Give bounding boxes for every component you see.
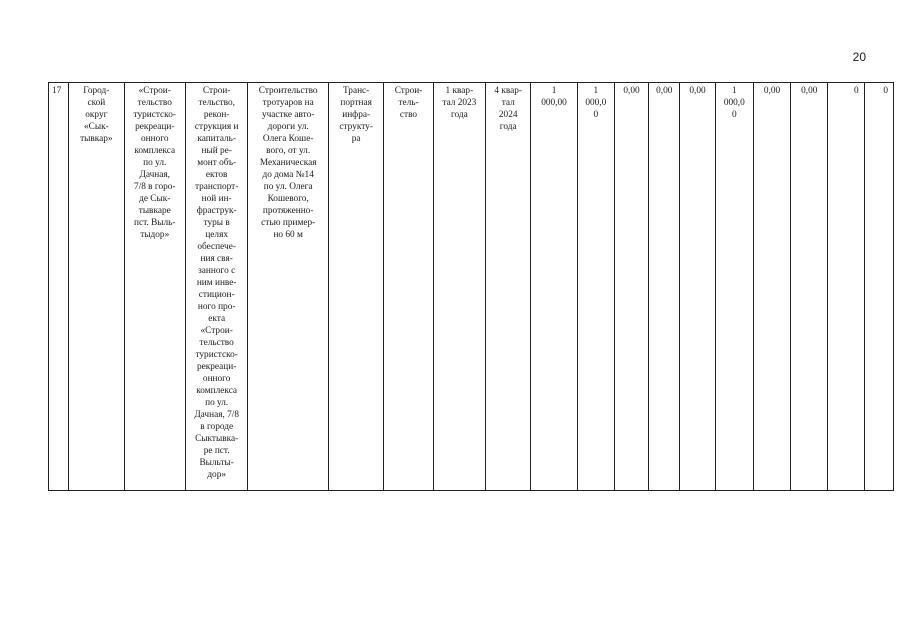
measure-goal-cell: Строи- тельство, рекон- струкция и капиталь- ный ре- монт объ- ектов транспорт- ной ин- фраструк- туры в целях обеспече- ния свя- занного с ним инве- стицион- ного про- екта «Строи- тельство туристско- рекреаци- онного комплекса по ул. Дачная, 7/8 в городе Сыктывка- ре пст. Выльты- дор»	[185, 83, 247, 491]
project-name-cell: «Строи- тельство туристско- рекреаци- онного комплекса по ул. Дачная, 7/8 в горо- де Сык- тывкаре пст. Выль- тыдор»	[124, 83, 185, 491]
cost-2023-cell: 1 000,0 0	[577, 83, 614, 491]
cost-col-5-cell: 0,00	[680, 83, 715, 491]
object-description-cell: Строительство тротуаров на участке авто- дороги ул. Олега Коше- вого, от ул. Механическая до дома №14 по ул. Олега Кошевого, протяженно- стью пример- но 60 м	[248, 83, 329, 491]
cost-col-8-cell: 0,00	[791, 83, 828, 491]
cost-col-7-cell: 0,00	[753, 83, 790, 491]
total-cost-cell: 1 000,00	[531, 83, 577, 491]
row-index-cell: 17	[49, 83, 69, 491]
municipality-cell: Город- ской округ «Сык- тывкар»	[69, 83, 124, 491]
page-number: 20	[852, 50, 866, 64]
table-row	[49, 83, 894, 491]
cost-col-4-cell: 0,00	[649, 83, 680, 491]
start-date-cell: 1 квар- тал 2023 года	[433, 83, 485, 491]
cost-col-3-cell: 0,00	[614, 83, 648, 491]
count-col-1-cell: 0	[828, 83, 864, 491]
cost-col-6-cell: 1 000,0 0	[715, 83, 753, 491]
work-type-cell: Строи- тель- ство	[384, 83, 433, 491]
end-date-cell: 4 квар- тал 2024 года	[486, 83, 531, 491]
infrastructure-type-cell: Транс- портная инфра- структу- ра	[328, 83, 383, 491]
investment-projects-table	[48, 82, 894, 491]
count-col-2-cell: 0	[864, 83, 893, 491]
